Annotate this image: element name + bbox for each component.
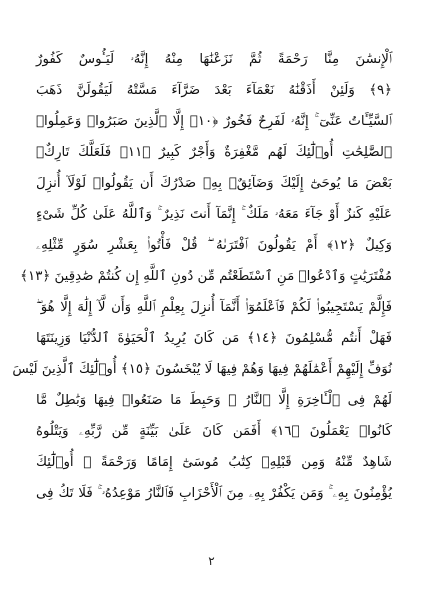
text-line-13: كَانُوا۟ يَعْمَلُونَ ﴿١٦﴾ أَفَمَن كَانَ عَلَىٰ بَيِّنَةٍ مِّن رَّبِّهِۦ وَيَتْلُوهُ <box>36 424 392 439</box>
text-line-3: ٱلسَّيِّـَٔاتُ عَنِّىٓ ۚ إِنَّهُۥ لَفَرِحٌ فَخُورٌ ﴿١٠﴾ إِلَّا ٱلَّذِينَ صَبَرُوا۟ وَعَمِلُوا۟ <box>36 114 392 129</box>
text-line-4: ٱلصَّٰلِحَٰتِ أُو۟لَٰٓئِكَ لَهُم مَّغْفِرَةٌ وَأَجْرٌ كَبِيرٌ ﴿١١﴾ فَلَعَلَّكَ تَارِكٌۢ <box>36 145 392 160</box>
text-line-12: لَهُمْ فِى ٱلْـَٔاخِرَةِ إِلَّا ٱلنَّارُ ۖ وَحَبِطَ مَا صَنَعُوا۟ فِيهَا وَبَٰطِلٌ مَّا <box>36 393 392 408</box>
text-line-7: وَكِيلٌ ﴿١٢﴾ أَمْ يَقُولُونَ ٱفْتَرَىٰهُ ۖ قُلْ فَأْتُوا۟ بِعَشْرِ سُوَرٍ مِّثْلِهِۦ <box>36 238 392 253</box>
text-line-6: عَلَيْهِ كَنزٌ أَوْ جَآءَ مَعَهُۥ مَلَكٌ ۚ إِنَّمَآ أَنتَ نَذِيرٌ ۚ وَٱللَّهُ عَلَىٰ كُلِّ شَىْءٍ <box>36 207 392 222</box>
text-line-14: شَاهِدٌ مِّنْهُ وَمِن قَبْلِهِۦ كِتَٰبُ مُوسَىٰٓ إِمَامًا وَرَحْمَةً ۚ أُو۟لَٰٓئِكَ <box>36 455 392 470</box>
text-line-2: ﴿٩﴾ وَلَئِنْ أَذَقْنَٰهُ نَعْمَآءَ بَعْدَ ضَرَّآءَ مَسَّتْهُ لَيَقُولَنَّ ذَهَبَ <box>36 83 392 98</box>
verse-text-block <box>12 44 392 509</box>
page-number: ٢ <box>208 554 215 568</box>
text-line-15: يُؤْمِنُونَ بِهِۦ ۚ وَمَن يَكْفُرْ بِهِۦ مِنَ ٱلْأَحْزَابِ فَٱلنَّارُ مَوْعِدُهُۥ ۚ فَلَا تَكُ فِى <box>36 486 392 501</box>
text-line-9: فَإِلَّمْ يَسْتَجِيبُوا۟ لَكُمْ فَٱعْلَمُوٓا۟ أَنَّمَآ أُنزِلَ بِعِلْمِ ٱللَّهِ وَأَن لَّآ إِلَٰهَ إِلَّا هُوَ ۖ <box>36 300 392 315</box>
text-line-10: فَهَلْ أَنتُم مُّسْلِمُونَ ﴿١٤﴾ مَن كَانَ يُرِيدُ ٱلْحَيَوٰةَ ٱلدُّنْيَا وَزِينَتَهَا <box>36 331 392 346</box>
text-line-5: بَعْضَ مَا يُوحَىٰٓ إِلَيْكَ وَضَآئِقٌۢ بِهِۦ صَدْرُكَ أَن يَقُولُوا۟ لَوْلَآ أُنزِلَ <box>36 176 392 191</box>
text-line-8: مُفْتَرَيَٰتٍ وَٱدْعُوا۟ مَنِ ٱسْتَطَعْتُم مِّن دُونِ ٱللَّهِ إِن كُنتُمْ صَٰدِقِينَ ﴿١٣﴾ <box>20 269 392 284</box>
text-line-11: نُوَفِّ إِلَيْهِمْ أَعْمَٰلَهُمْ فِيهَا وَهُمْ فِيهَا لَا يُبْخَسُونَ ﴿١٥﴾ أُو۟لَٰٓئِكَ ٱلَّذِينَ لَيْسَ <box>12 362 392 377</box>
text-line-1: ٱلْإِنسَٰنَ مِنَّا رَحْمَةً ثُمَّ نَزَعْنَٰهَا مِنْهُ إِنَّهُۥ لَيَـُٔوسٌ كَفُورٌ <box>36 52 392 67</box>
